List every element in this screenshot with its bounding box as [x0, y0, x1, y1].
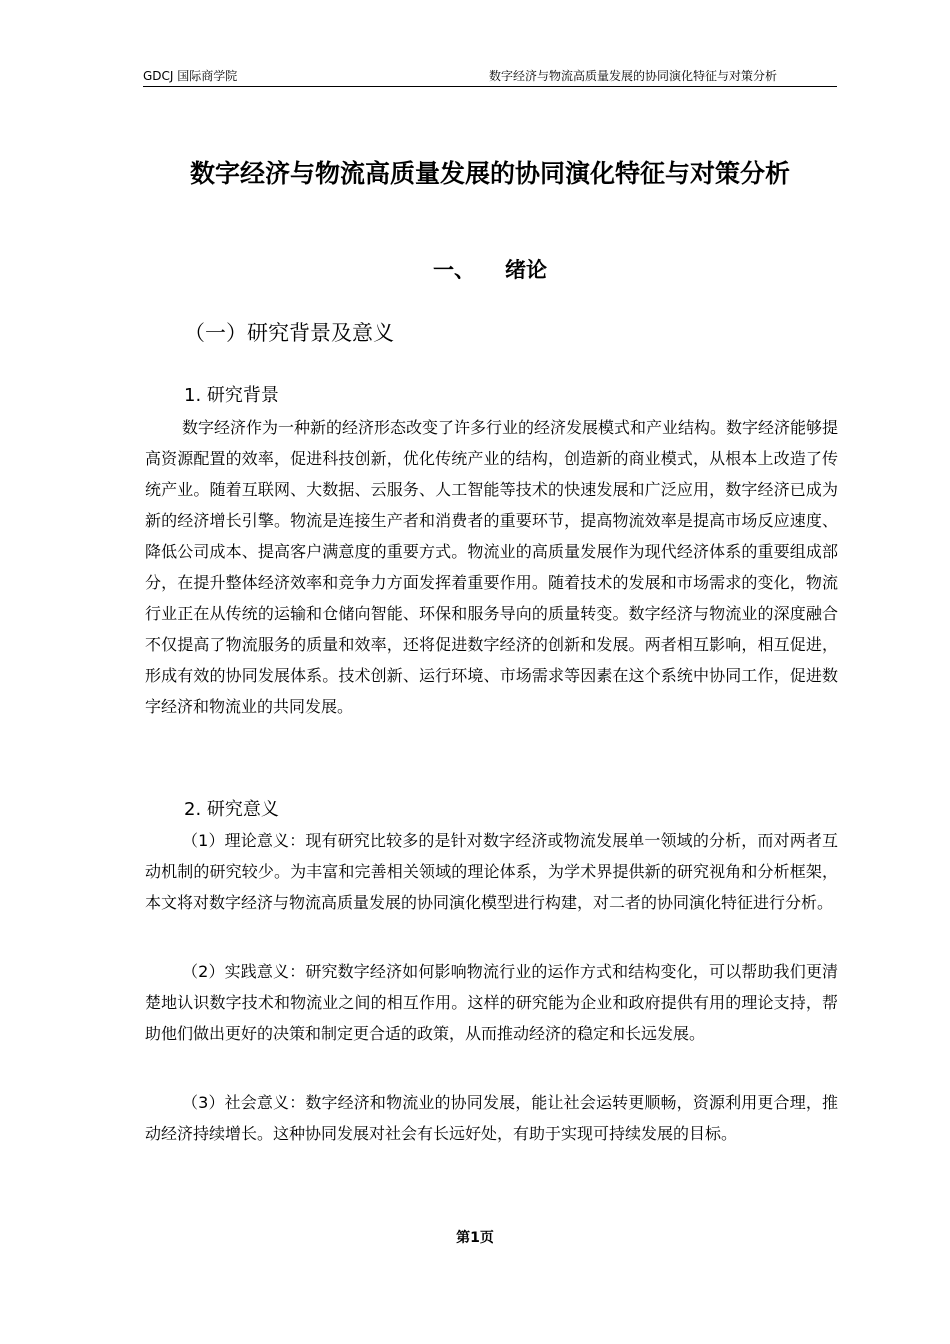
header-institution: GDCJ 国际商学院	[143, 69, 238, 83]
running-header	[143, 66, 837, 87]
paragraph-theoretical-significance: （1）理论意义：现有研究比较多的是针对数字经济或物流发展单一领域的分析，而对两者互动机制的研究较少。为丰富和完善相关领域的理论体系，为学术界提供新的研究视角和分析框架，本文将对数字经济与物流高质量发展的协同演化模型进行构建，对二者的协同演化特征进行分析。	[145, 831, 838, 912]
paragraph-background: 数字经济作为一种新的经济形态改变了许多行业的经济发展模式和产业结构。数字经济能够提高资源配置的效率，促进科技创新，优化传统产业的结构，创造新的商业模式，从根本上改造了传统产业。随着互联网、大数据、云服务、人工智能等技术的快速发展和广泛应用，数字经济已成为新的经济增长引擎。物流是连接生产者和消费者的重要环节，提高物流效率是提高市场反应速度、降低公司成本、提高客户满意度的重要方式。物流业的高质量发展作为现代经济体系的重要组成部分，在提升整体经济效率和竞争力方面发挥着重要作用。随着技术的发展和市场需求的变化，物流行业正在从传统的运输和仓储向智能、环保和服务导向的质量转变。数字经济与物流业的深度融合不仅提高了物流服务的质量和效率，还将促进数字经济的创新和发展。两者相互影响，相互促进，形成有效的协同发展体系。技术创新、运行环境、市场需求等因素在这个系统中协同工作，促进数字经济和物流业的共同发展。	[145, 418, 839, 716]
header-doc-title: 数字经济与物流高质量发展的协同演化特征与对策分析	[488, 69, 777, 83]
chapter-heading	[143, 255, 837, 285]
chapter-number: 一、	[433, 258, 475, 282]
page-number: 第1页	[456, 1230, 494, 1246]
paragraph-practical-significance: （2）实践意义：研究数字经济如何影响物流行业的运作方式和结构变化，可以帮助我们更清楚地认识数字技术和物流业之间的相互作用。这样的研究能为企业和政府提供有用的理论支持，帮助他们做出更好的决策和制定更合适的政策，从而推动经济的稳定和长远发展。	[145, 962, 838, 1043]
subsection-heading-background: 1. 研究背景	[184, 385, 279, 406]
section-heading: （一）研究背景及意义	[184, 321, 394, 345]
chapter-name: 绪论	[505, 258, 547, 282]
paragraph-social-significance: （3）社会意义：数字经济和物流业的协同发展，能让社会运转更顺畅，资源利用更合理，推动经济持续增长。这种协同发展对社会有长远好处，有助于实现可持续发展的目标。	[145, 1093, 838, 1143]
subsection-heading-significance: 2. 研究意义	[184, 799, 279, 820]
paper-title: 数字经济与物流高质量发展的协同演化特征与对策分析	[189, 159, 790, 188]
